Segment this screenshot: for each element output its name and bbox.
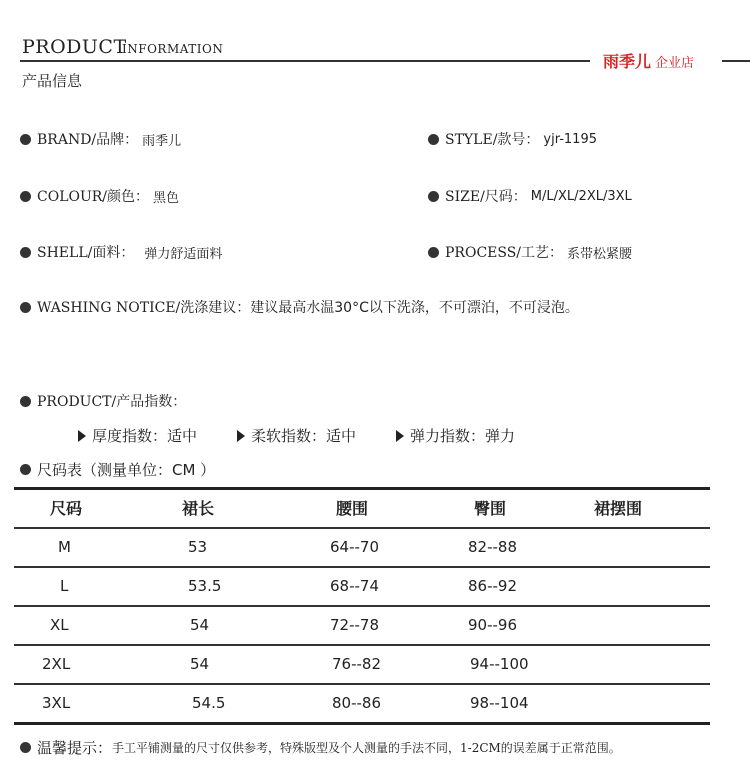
section-title: PRODUCT — [22, 36, 127, 58]
product-index-list — [78, 425, 515, 446]
size-chart-heading — [20, 459, 215, 480]
bullet-icon — [20, 134, 31, 145]
header-hip: 臀围 — [474, 499, 507, 518]
bullet-icon — [20, 742, 31, 753]
cell-size: M — [58, 538, 71, 556]
section-subtitle: INFORMATION — [122, 42, 224, 56]
info-brand-label: BRAND/品牌： — [37, 132, 139, 148]
info-process-value: 系带松紧腰 — [567, 246, 633, 262]
cell-hip: 82--88 — [468, 538, 517, 556]
bullet-icon — [20, 302, 31, 313]
cell-size: 3XL — [42, 694, 71, 712]
header-divider — [20, 60, 590, 62]
header-size: 尺码 — [50, 499, 83, 518]
cell-waist: 64--70 — [330, 538, 379, 556]
cell-length: 53.5 — [188, 577, 222, 595]
cell-waist: 72--78 — [330, 616, 379, 634]
table-row — [14, 646, 710, 683]
table-row — [14, 607, 710, 644]
bullet-icon — [20, 191, 31, 202]
bullet-icon — [428, 191, 439, 202]
bullet-icon — [20, 396, 31, 407]
cell-size: 2XL — [42, 655, 71, 673]
info-shell-value: 弹力舒适面料 — [144, 246, 223, 262]
index-elasticity: 弹力指数：弹力 — [410, 427, 516, 445]
tip-text: 手工平铺测量的尺寸仅供参考，特殊版型及个人测量的手法不同，1-2CM的误差属于正常范围。 — [112, 741, 621, 755]
info-shell-label: SHELL/面料： — [37, 245, 135, 261]
size-table — [14, 487, 710, 725]
info-size-label: SIZE/尺码： — [445, 189, 527, 205]
cell-length: 53 — [188, 538, 208, 556]
cell-waist: 76--82 — [332, 655, 381, 673]
info-size-value: M/L/XL/2XL/3XL — [530, 188, 632, 204]
info-style-value: yjr-1195 — [543, 131, 597, 147]
table-row — [14, 685, 710, 722]
cell-length: 54 — [190, 655, 210, 673]
header-divider-tail — [722, 60, 750, 62]
table-header-row — [14, 490, 710, 527]
info-size — [428, 186, 632, 206]
size-chart-label: 尺码表（测量单位：CM ） — [37, 461, 216, 479]
shop-brand — [603, 49, 694, 72]
info-washing-value: 建议最高水温30°C以下洗涤，不可漂泊，不可浸泡。 — [250, 300, 579, 316]
index-softness: 柔软指数：适中 — [251, 427, 357, 445]
cell-hip: 94--100 — [470, 655, 529, 673]
info-washing — [20, 297, 579, 317]
bullet-icon — [428, 134, 439, 145]
info-brand-value: 雨季儿 — [142, 133, 182, 149]
info-process — [428, 242, 632, 262]
info-process-label: PROCESS/工艺： — [445, 245, 564, 261]
index-thickness: 厚度指数：适中 — [92, 427, 198, 445]
table-rule — [14, 722, 710, 725]
header-hem: 裙摆围 — [594, 499, 643, 518]
cell-waist: 68--74 — [330, 577, 379, 595]
info-colour-label: COLOUR/颜色： — [37, 189, 150, 205]
section-title-cn: 产品信息 — [22, 72, 83, 90]
info-colour — [20, 186, 179, 206]
header-waist: 腰围 — [336, 499, 369, 518]
arrow-right-icon — [78, 430, 86, 442]
cell-waist: 80--86 — [332, 694, 381, 712]
info-shell — [20, 242, 222, 262]
info-brand — [20, 129, 181, 149]
cell-size: L — [60, 577, 69, 595]
info-style — [428, 129, 597, 149]
cell-length: 54.5 — [192, 694, 226, 712]
arrow-right-icon — [237, 430, 245, 442]
info-style-label: STYLE/款号： — [445, 132, 540, 148]
shop-brand-type: 企业店 — [655, 56, 695, 71]
bullet-icon — [428, 247, 439, 258]
bullet-icon — [20, 247, 31, 258]
info-colour-value: 黑色 — [153, 190, 180, 206]
cell-size: XL — [50, 616, 69, 634]
header-length: 裙长 — [182, 499, 215, 518]
tip-label: 温馨提示： — [37, 739, 113, 757]
product-index-label: PRODUCT/产品指数： — [37, 394, 187, 410]
cell-length: 54 — [190, 616, 210, 634]
arrow-right-icon — [396, 430, 404, 442]
measurement-tip — [20, 737, 621, 758]
bullet-icon — [20, 464, 31, 475]
cell-hip: 98--104 — [470, 694, 529, 712]
product-index-heading — [20, 391, 186, 411]
info-washing-label: WASHING NOTICE/洗涤建议： — [37, 300, 251, 316]
shop-brand-name: 雨季儿 — [603, 52, 652, 71]
table-row — [14, 529, 710, 566]
cell-hip: 86--92 — [468, 577, 517, 595]
table-row — [14, 568, 710, 605]
cell-hip: 90--96 — [468, 616, 517, 634]
